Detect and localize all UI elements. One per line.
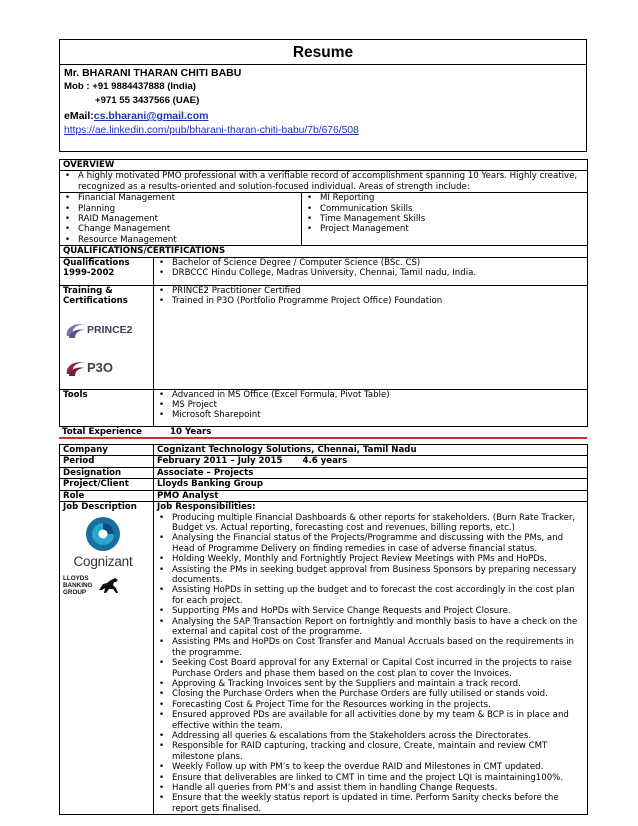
linkedin-link[interactable]: https://ae.linkedin.com/pub/bharani-tharan-chiti-babu/7b/676/508 — [64, 125, 359, 136]
responsibility-item: • Analysing the SAP Transaction Report on fortnightly and monthly basis to have a check on the external and capital cost of the programme. — [157, 617, 584, 638]
client-label: Project/Client — [60, 479, 154, 490]
responsibility-item: • Producing multiple Financial Dashboards & other reports for stakeholders. (Burn Rate Tracker, Budget vs. Actual reporting, forecasting cost and revenues, billing reports, etc.) — [157, 513, 584, 534]
qualification-item: • Bachelor of Science Degree / Computer Science (BSc. CS) — [157, 258, 584, 268]
responsibilities-list — [157, 513, 584, 815]
strength-item: • RAID Management — [63, 214, 298, 224]
candidate-name: Mr. BHARANI THARAN CHITI BABU — [64, 67, 242, 79]
overview-heading: OVERVIEW — [60, 160, 588, 171]
responsibility-item: • Forecasting Cost & Project Time for the Resources working in the projects. — [157, 700, 584, 710]
responsibility-item: • Handle all queries from PM’s and assist them in handling Change Requests. — [157, 783, 584, 793]
responsibility-item: • Holding Weekly, Monthly and Fortnightly Project Review Meetings with PMs and HoPDs. — [157, 554, 584, 564]
strength-item: • Communication Skills — [305, 204, 584, 214]
strength-item: • Planning — [63, 204, 298, 214]
horse-icon — [96, 576, 122, 596]
responsibility-item: • Ensure that deliverables are linked to CMT in time and the project LQI is maintaining100%. — [157, 773, 584, 783]
training-item: • Trained in P3O (Portfolio Programme Project Office) Foundation — [157, 296, 584, 306]
email-link[interactable]: cs.bharani@gmail.com — [93, 110, 209, 122]
tool-item: • Advanced in MS Office (Excel Formula, Pivot Table) — [157, 390, 584, 400]
cognizant-logo: Cognizant — [63, 515, 143, 568]
designation-value: Associate – Projects — [154, 467, 588, 478]
designation-label: Designation — [60, 467, 154, 478]
strength-item: • Project Management — [305, 224, 584, 234]
tool-item: • MS Project — [157, 400, 584, 410]
strength-item: • Change Management — [63, 224, 298, 234]
training-item: • PRINCE2 Practitioner Certified — [157, 286, 584, 296]
mobile-india: Mob : +91 9884437888 (India) — [64, 81, 196, 92]
overview-summary: • A highly motivated PMO professional with a verifiable record of accomplishment spanning 10 Years. Highly creative, recognized as a results-oriented and solution-focused individual. Areas of strength include: — [63, 171, 584, 192]
responsibility-item: • Approving & Tracking Invoices sent by the Suppliers and maintain a track record. — [157, 679, 584, 689]
period-years: 4.6 years — [302, 456, 348, 467]
total-experience-value: 10 Years — [170, 426, 212, 437]
role-label: Role — [60, 490, 154, 501]
training-label: Training & Certifications — [63, 285, 128, 307]
p3o-logo: P3O — [63, 358, 150, 378]
responsibility-item: • Addressing all queries & escalations from the Stakeholders across the Directorates. — [157, 731, 584, 741]
responsibility-item: • Responsible for RAID capturing, tracking and closure, Create, maintain and review CMT milestone plans. — [157, 741, 584, 762]
tool-item: • Microsoft Sharepoint — [157, 410, 584, 420]
prince2-logo: PRINCE2 — [63, 320, 150, 340]
mobile-uae: +971 55 3437566 (UAE) — [95, 95, 200, 106]
responsibility-item: • Closing the Purchase Orders when the Purchase Orders are fully utilised or stands void. — [157, 689, 584, 699]
resume-document — [59, 39, 587, 815]
qualifications-years: 1999-2002 — [63, 268, 115, 279]
strength-item: • Resource Management — [63, 235, 298, 245]
responsibility-item: • Assisting HoPDs in setting up the budget and to forecast the cost accordingly in the cost plan for each project. — [157, 585, 584, 606]
job-table — [59, 444, 588, 815]
header-section — [59, 39, 587, 152]
qualifications-label: Qualifications — [63, 257, 130, 268]
responsibility-item: • Assisting PMs and HoPDs on Cost Transfer and Manual Accruals based on the requirements in the programme. — [157, 637, 584, 658]
responsibility-item: • Ensured approved PDs are available for all activities done by my team & BCP is in place and effective within the team. — [157, 710, 584, 731]
cognizant-mark-icon — [84, 515, 122, 553]
responsibility-item: • Seeking Cost Board approval for any External or Capital Cost incurred in the projects to raise Purchase Orders and phase them based on the cost plan to cover the Invoices. — [157, 658, 584, 679]
tools-label: Tools — [60, 389, 154, 426]
overview-table — [59, 159, 588, 246]
qualification-item: • DRBCCC Hindu College, Madras University, Chennai, Tamil nadu, India. — [157, 268, 584, 278]
total-experience-label: Total Experience — [62, 426, 142, 437]
strength-item: • Financial Management — [63, 193, 298, 203]
email-line — [64, 109, 582, 124]
role-value: PMO Analyst — [154, 490, 588, 501]
period-label: Period — [60, 456, 154, 467]
page-title: Resume — [60, 42, 586, 65]
p3o-swirl-icon — [63, 358, 87, 378]
strength-item: • Time Management Skills — [305, 214, 584, 224]
responsibilities-heading: Job Responsibilities: — [157, 502, 256, 513]
total-experience — [59, 427, 587, 437]
qualifications-heading: QUALIFICATIONS/CERTIFICATIONS — [60, 246, 588, 257]
company-value: Cognizant Technology Solutions, Chennai, Tamil Nadu — [154, 445, 588, 456]
email-label: eMail: — [64, 110, 94, 122]
strength-item: • MI Reporting — [305, 193, 584, 203]
prince2-swirl-icon — [63, 320, 87, 340]
qualifications-table — [59, 245, 588, 426]
client-value: Lloyds Banking Group — [154, 479, 588, 490]
company-label: Company — [60, 445, 154, 456]
responsibility-item: • Supporting PMs and HoPDs with Service Change Requests and Project Closure. — [157, 606, 584, 616]
responsibility-item: • Assisting the PMs in seeking budget approval from Business Sponsors by preparing necessary documents. — [157, 565, 584, 586]
period-value: February 2011 – July 2015 — [157, 456, 283, 467]
lloyds-logo: LLOYDS BANKING GROUP — [63, 575, 150, 596]
responsibility-item: • Weekly Follow up with PM’s to keep the overdue RAID and Milestones in CMT updated. — [157, 762, 584, 772]
responsibility-item: • Ensure that the weekly status report is updated in time. Perform Sanity checks before the report gets finalised. — [157, 793, 584, 814]
job-description-label: Job Description — [63, 502, 137, 513]
responsibility-item: • Analysing the Financial status of the Projects/Programme and discussing with the PMs, and Head of Programme Delivery on finding remedies in case of adverse financial status. — [157, 533, 584, 554]
